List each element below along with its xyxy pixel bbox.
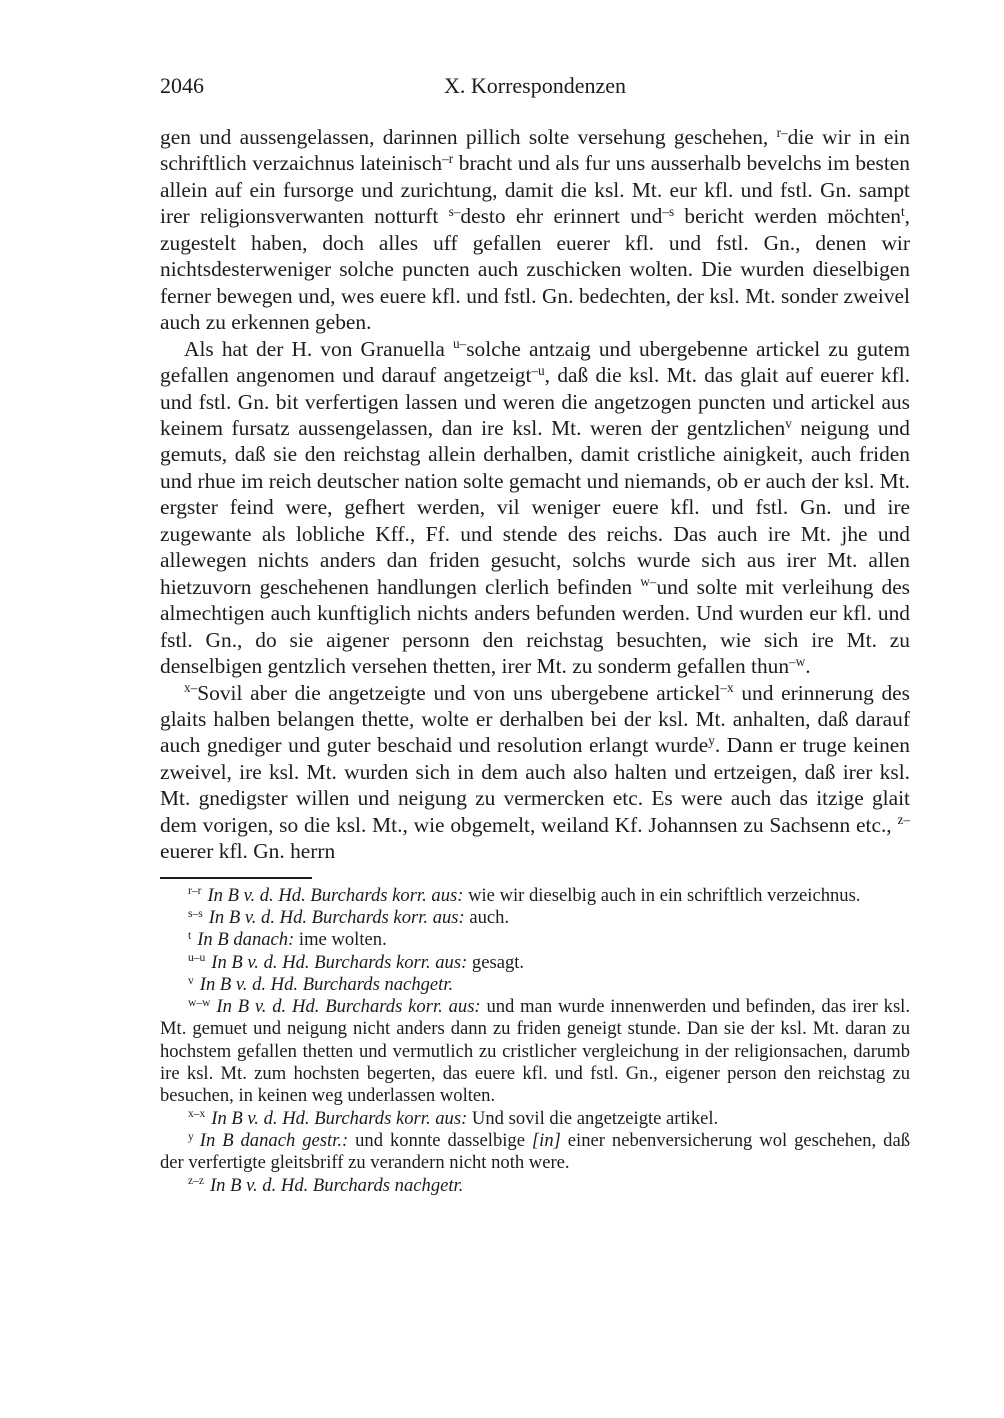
text-run: . (805, 654, 811, 679)
paragraph (160, 680, 910, 865)
superscript-note-marker: –r (442, 151, 454, 167)
text-run: Sovil aber die angetzeigte und von uns ubergebene artickel (197, 680, 721, 705)
superscript-note-marker: s– (448, 204, 461, 220)
text-run: In B v. d. Hd. Burchards nachgetr. (199, 973, 454, 995)
paragraph (160, 124, 910, 336)
text-run: Als hat der H. von Granuella (184, 336, 453, 361)
footnote (160, 1108, 910, 1130)
text-run: Und sovil die angetzeigte artikel. (467, 1107, 719, 1129)
footnote (160, 974, 910, 996)
text-run: In B v. d. Hd. Burchards korr. aus: (216, 996, 481, 1018)
footnote-marker: s–s (188, 907, 203, 920)
text-run: In B v. d. Hd. Burchards nachgetr. (209, 1174, 464, 1196)
superscript-note-marker: –u (531, 362, 545, 378)
superscript-note-marker: y (708, 733, 715, 749)
text-run: einer nebenversicherung wol geschehen, daß der verfertigte gleitsbriff zu verandern nicht noth were. (160, 1129, 911, 1174)
superscript-note-marker: z– (897, 812, 910, 828)
text-run: und man wurde innenwerden und befinden, das irer ksl. Mt. gemuet und neigung nicht anders dann zu friden geneigt stunde. Dan sie der ksl. Mt. daran zu hochstem gefallen thetten und vermutlich zu cristlicher vergleichung in der religionsachen, darumb ire ksl. Mt. zum hochsten begerten, das euere kfl. und fstl. Gn., eigener person den reichstag zu besuchen, in keinen weg underlassen wolten. (160, 996, 910, 1107)
superscript-note-marker: u– (452, 336, 467, 352)
text-run: solche antzaig und ubergebenne artickel zu gutem gefallen angenomen und darauf angetzeigt (160, 336, 910, 388)
text-run: bracht und als fur uns ausserhalb bevelchs im besten allein auf ein fursorge und zurichtung, damit die ksl. Mt. eur kfl. und fstl. Gn. sampt irer religionsverwanten notturft (160, 151, 910, 229)
text-run: ime wolten. (294, 929, 387, 951)
text-run: In B v. d. Hd. Burchards korr. aus: (208, 906, 465, 928)
footnote (160, 907, 910, 929)
footnote (160, 996, 910, 1107)
footnote-marker: r–r (188, 885, 202, 898)
footnote (160, 1175, 910, 1197)
superscript-note-marker: –x (720, 680, 734, 696)
running-head (160, 72, 910, 100)
text-run: euerer kfl. Gn. herrn (160, 839, 336, 864)
superscript-note-marker: –s (662, 204, 675, 220)
footnote (160, 1130, 910, 1175)
footnote-separator (160, 877, 312, 879)
text-run: und konnte dasselbige (348, 1129, 532, 1151)
paragraph (160, 336, 910, 680)
text-run: In B danach: (197, 929, 295, 951)
footnote (160, 952, 910, 974)
running-title: X. Korrespondenzen (443, 73, 627, 98)
footnote-marker: y (188, 1130, 194, 1143)
text-run: wie wir dieselbig auch in ein schriftlich verzeichnus. (463, 884, 861, 906)
text-run: , zugestelt haben, doch alles uff gefallen euerer kfl. und fstl. Gn., denen wir nichtsdesterweniger solche puncten auch zuschicken wolten. Die wurden dieselbigen ferner bewegen und, wes euere kfl. und fstl. Gn. bedechten, der ksl. Mt. sonder zweivel auch zu erkennen geben. (160, 204, 911, 335)
text-run: In B v. d. Hd. Burchards korr. aus: (211, 1107, 468, 1129)
footnote-marker: t (188, 929, 192, 942)
superscript-note-marker: t (900, 204, 905, 220)
text-run: gen und aussengelassen, darinnen pillich solte versehung geschehen, (160, 125, 777, 149)
superscript-note-marker: –w (789, 653, 806, 669)
text-run: [in] (531, 1129, 561, 1151)
footnote-marker: u–u (188, 952, 206, 965)
footnote-marker: v (188, 974, 194, 987)
text-run: In B v. d. Hd. Burchards korr. aus: (207, 884, 464, 906)
footnote (160, 885, 910, 907)
text-run: desto ehr erinnert und (460, 204, 663, 229)
superscript-note-marker: x– (184, 680, 198, 696)
footnote-marker: w–w (188, 996, 211, 1009)
footnote-marker: x–x (188, 1108, 206, 1121)
superscript-note-marker: w– (640, 574, 657, 590)
text-run: neigung und gemuts, daß sie den reichstag allein derhalben, damit cristliche ainigkeit, auch friden und rhue im reich deutscher nation solte gemacht und niemands, ob er auch der ksl. Mt. ergster feind were, gefhert werden, vil weniger euere kfl. und fstl. Gn. und ire zugewante als lobliche Kff., Ff. und stende des reichs. Das auch ire Mt. jhe und allewegen nichts anders dan friden gesucht, solchs wurde sich aus irer Mt. allen hietzuvorn geschehenen handlungen clerlich befinden (160, 415, 910, 599)
page-number: 2046 (160, 73, 204, 98)
superscript-note-marker: r– (776, 124, 788, 140)
footnotes (160, 885, 910, 1197)
text-run: gesagt. (467, 951, 525, 973)
text-run: auch. (464, 906, 510, 928)
footnote-marker: z–z (188, 1175, 204, 1188)
text-run: bericht werden möchten (674, 204, 901, 229)
footnote (160, 929, 910, 951)
text-run: und solte mit verleihung des almechtigen auch kunftiglich nichts anders befunden werden. Und wurden eur kfl. und fstl. Gn., do sie aigener personn den reichstag besuchten, wie sich ire Mt. zu denselbigen gentzlich versehen thetten, irer Mt. zu sonderm gefallen thun (160, 574, 911, 679)
body-text (160, 124, 910, 865)
text-run: die wir in ein schriftlich verzaichnus lateinisch (160, 125, 910, 176)
text-run: , daß die ksl. Mt. das glait auf euerer kfl. und fstl. Gn. bit verfertigen lassen und weren die angetzogen puncten und artickel aus keinem fursatz aussengelassen, dan ire ksl. Mt. weren der gentzlichen (160, 363, 910, 440)
text-run: In B v. d. Hd. Burchards korr. aus: (211, 951, 468, 973)
text-run: In B danach gestr.: (199, 1129, 349, 1151)
superscript-note-marker: v (785, 415, 792, 431)
text-run: und erinnerung des glaits halben belangen thette, wolte er derhalben bei der ksl. Mt. anhalten, daß darauf auch gnediger und guter beschaid und resolution erlangt wurde (160, 680, 910, 758)
text-run: . Dann er truge keinen zweivel, ire ksl. Mt. wurden sich in dem auch also halten und ertzeigen, daß irer ksl. Mt. gnedigster willen und neigung zu vermercken etc. Es were auch das itzige glait dem vorigen, so die ksl. Mt., wie obgemelt, weiland Kf. Johannsen zu Sachsenn etc., (160, 733, 910, 837)
